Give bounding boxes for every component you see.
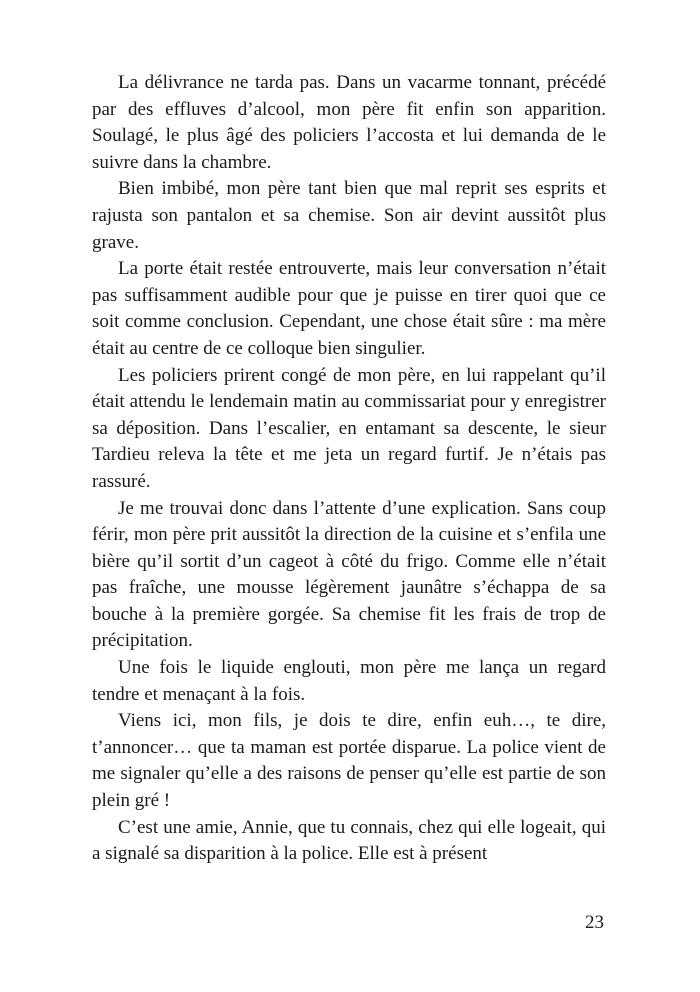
- body-text: [92, 70, 606, 868]
- paragraph: La porte était restée entrouverte, mais leur conversation n’était pas suffisamment audible pour que je puisse en tirer quoi que ce soit comme conclusion. Cependant, une chose était sûre : ma mère était au centre de ce colloque bien singulier.: [92, 258, 606, 359]
- paragraph: Une fois le liquide englouti, mon père me lança un regard tendre et menaçant à la fois.: [92, 657, 606, 705]
- paragraph: Bien imbibé, mon père tant bien que mal reprit ses esprits et rajusta son pantalon et sa chemise. Son air devint aussitôt plus grave.: [92, 178, 606, 253]
- paragraph: Je me trouvai donc dans l’attente d’une explication. Sans coup férir, mon père prit aussitôt la direction de la cuisine et s’enfila une bière qu’il sortit d’un cageot à côté du frigo. Comme elle n’était pas fraîche, une mousse légèrement jaunâtre s’échappa de sa bouche à la première gorgée. Sa chemise fit les frais de trop de précipitation.: [92, 497, 606, 652]
- paragraph: C’est une amie, Annie, que tu connais, chez qui elle logeait, qui a signalé sa disparition à la police. Elle est à présent: [92, 816, 606, 865]
- page-number: 23: [585, 912, 604, 933]
- paragraph: Les policiers prirent congé de mon père, en lui rappelant qu’il était attendu le lendemain matin au commissariat pour y enregistrer sa déposition. Dans l’escalier, en entamant sa descente, le sieur Tardieu releva la tête et me jeta un regard furtif. Je n’étais pas rassuré.: [92, 364, 606, 492]
- paragraph: La délivrance ne tarda pas. Dans un vacarme tonnant, précédé par des effluves d’alcool, mon père fit enfin son apparition. Soulagé, le plus âgé des policiers l’accosta et lui demanda de le suivre dans la chambre.: [92, 72, 606, 173]
- paragraph: Viens ici, mon fils, je dois te dire, enfin euh…, te dire, t’annoncer… que ta maman est portée disparue. La police vient de me signaler qu’elle a des raisons de penser qu’elle est partie de son plein gré !: [92, 710, 606, 812]
